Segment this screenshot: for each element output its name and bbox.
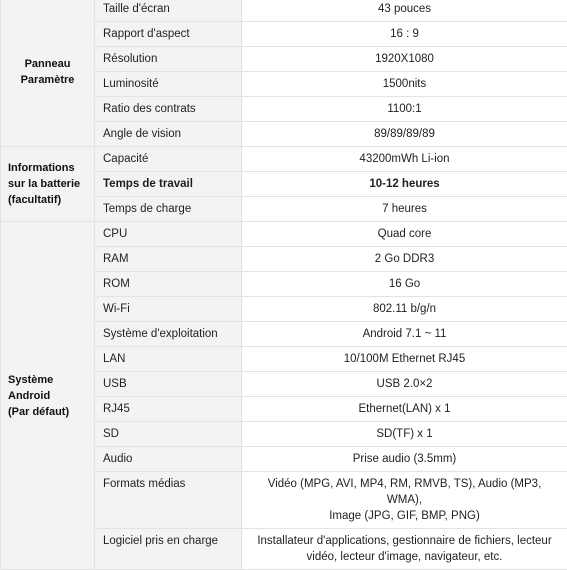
table-row xyxy=(1,0,567,22)
row-label: Taille d'écran xyxy=(95,0,242,22)
row-value: 2 Go DDR3 xyxy=(242,247,567,272)
row-label: CPU xyxy=(95,222,242,247)
row-label: LAN xyxy=(95,347,242,372)
row-label: Capacité xyxy=(95,147,242,172)
row-value: 1100:1 xyxy=(242,97,567,122)
table-row xyxy=(1,222,567,247)
row-label: Rapport d'aspect xyxy=(95,22,242,47)
row-value: 16 : 9 xyxy=(242,22,567,47)
row-value: Vidéo (MPG, AVI, MP4, RM, RMVB, TS), Audio (MP3, WMA), Image (JPG, GIF, BMP, PNG) xyxy=(242,472,567,529)
row-label: ROM xyxy=(95,272,242,297)
row-label: Système d'exploitation xyxy=(95,322,242,347)
row-label: Temps de travail xyxy=(95,172,242,197)
row-label: Résolution xyxy=(95,47,242,72)
row-label: SD xyxy=(95,422,242,447)
row-value: 16 Go xyxy=(242,272,567,297)
row-label: Wi-Fi xyxy=(95,297,242,322)
row-label: Angle de vision xyxy=(95,122,242,147)
group-battery-header: Informations sur la batterie (facultatif) xyxy=(1,147,95,222)
row-value: 89/89/89/89 xyxy=(242,122,567,147)
row-value: USB 2.0×2 xyxy=(242,372,567,397)
row-label: RJ45 xyxy=(95,397,242,422)
row-value: Installateur d'applications, gestionnaire de fichiers, lecteur vidéo, lecteur d'image, navigateur, etc. xyxy=(242,529,567,570)
row-value: 43200mWh Li-ion xyxy=(242,147,567,172)
row-value: 7 heures xyxy=(242,197,567,222)
row-label: Ratio des contrats xyxy=(95,97,242,122)
row-value: 1920X1080 xyxy=(242,47,567,72)
row-label: Logiciel pris en charge xyxy=(95,529,242,570)
row-value: Android 7.1 ~ 11 xyxy=(242,322,567,347)
row-label: USB xyxy=(95,372,242,397)
row-value: 802.11 b/g/n xyxy=(242,297,567,322)
row-value: 10/100M Ethernet RJ45 xyxy=(242,347,567,372)
group-panel-header: Panneau Paramètre xyxy=(1,0,95,147)
row-label: Formats médias xyxy=(95,472,242,529)
row-label: RAM xyxy=(95,247,242,272)
row-label: Temps de charge xyxy=(95,197,242,222)
table-row xyxy=(1,147,567,172)
row-value: Prise audio (3.5mm) xyxy=(242,447,567,472)
row-value: 10-12 heures xyxy=(242,172,567,197)
row-value: Quad core xyxy=(242,222,567,247)
row-value: 43 pouces xyxy=(242,0,567,22)
row-label: Audio xyxy=(95,447,242,472)
row-label: Luminosité xyxy=(95,72,242,97)
row-value: Ethernet(LAN) x 1 xyxy=(242,397,567,422)
group-android-header: Système Android (Par défaut) xyxy=(1,222,95,570)
row-value: 1500nits xyxy=(242,72,567,97)
row-value: SD(TF) x 1 xyxy=(242,422,567,447)
